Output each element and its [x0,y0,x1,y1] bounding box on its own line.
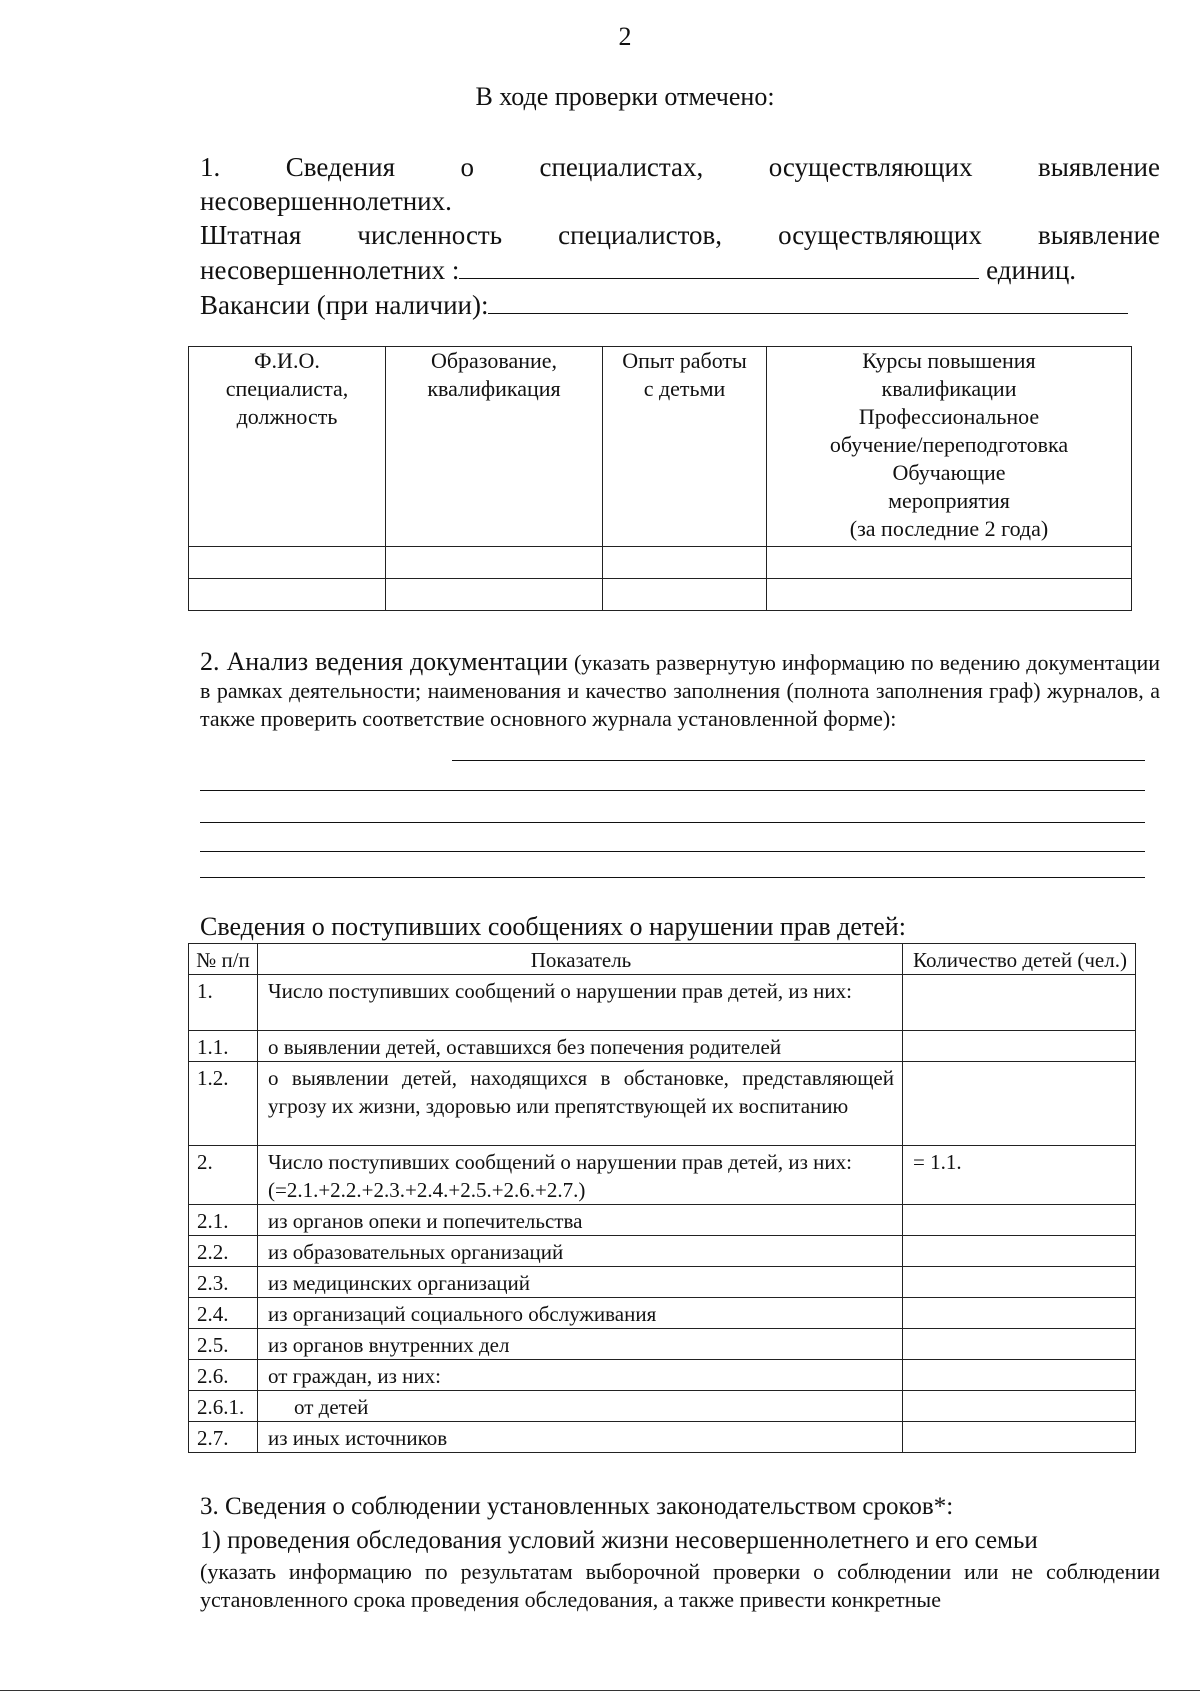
row-number: 2.6. [189,1360,258,1391]
reports-table [188,943,1136,1453]
row-count-cell[interactable] [903,1062,1136,1146]
page-number: 2 [618,22,632,51]
header-courses-line: квалификации [881,376,1017,401]
header-fio [189,347,386,547]
section-1-line-3: Штатная численность специалистов, осуществляющих выявление [200,220,1160,250]
row-indicator: из органов опеки и попечительства [258,1205,903,1236]
row-number: 1.2. [189,1062,258,1146]
table-row [189,1298,1136,1329]
row-indicator: от детей [258,1391,903,1422]
row-indicator: из медицинских организаций [258,1267,903,1298]
specialists-empty-row [189,579,1132,611]
section-2-paragraph [200,648,1160,733]
row-count-cell[interactable] [903,1031,1136,1062]
reports-table-caption: Сведения о поступивших сообщениях о нарушении прав детей: [200,912,906,941]
header-education-line: Образование, [430,348,558,373]
header-number: № п/п [189,944,258,975]
row-number: 2.4. [189,1298,258,1329]
table-cell[interactable] [767,579,1132,611]
section-1-line-5 [200,287,1160,322]
header-courses-line: обучение/переподготовка [829,432,1069,457]
vacancies-field[interactable] [488,287,1128,314]
row-indicator: Число поступивших сообщений о нарушении прав детей, из них: (=2.1.+2.2.+2.3.+2.4.+2.5.+2.6.+2.7.) [258,1146,903,1205]
row-count-cell[interactable] [903,975,1136,1031]
row-number: 2.2. [189,1236,258,1267]
row-number: 2.6.1. [189,1391,258,1422]
vacancies-label: Вакансии (при наличии): [200,290,489,320]
staff-count-field[interactable] [459,252,979,279]
row-number: 1.1. [189,1031,258,1062]
row-number: 2.7. [189,1422,258,1453]
header-count: Количество детей (чел.) [903,944,1136,975]
row-count-cell[interactable] [903,1298,1136,1329]
section-1-line-1: 1. Сведения о специалистах, осуществляющих выявление [200,152,1160,182]
section-2 [200,648,1160,733]
header-indicator: Показатель [258,944,903,975]
header-courses [767,347,1132,547]
section-1 [200,150,1160,322]
doc-analysis-line[interactable] [452,760,1145,761]
table-row [189,1236,1136,1267]
header-courses-line: мероприятия [888,488,1010,513]
header-fio-line: специалиста, [225,376,349,401]
header-experience-line: с детьми [643,376,726,401]
row-indicator: из организаций социального обслуживания [258,1298,903,1329]
row-indicator: Число поступивших сообщений о нарушении прав детей, из них: [258,975,903,1031]
reports-header-row [189,944,1136,975]
table-row [189,1205,1136,1236]
row-count-cell[interactable]: = 1.1. [903,1146,1136,1205]
table-row [189,1360,1136,1391]
page-bottom-edge [0,1690,1200,1691]
row-indicator: из иных источников [258,1422,903,1453]
table-cell[interactable] [386,579,603,611]
section-3-title: 3. Сведения о соблюдении установленных законодательством сроков*: [200,1493,954,1520]
specialists-table [188,346,1132,611]
header-courses-line: Курсы повышения [862,348,1036,373]
row-count-cell[interactable] [903,1236,1136,1267]
section-2-text: (указать развернутую информацию по ведению документации в рамках деятельности; наименования и качество заполнения (полнота заполнения граф) журналов, а также проверить соответствие основного журнала установленной форме): [200,650,1161,731]
header-fio-line: должность [236,404,338,429]
table-row [189,975,1136,1031]
row-count-cell[interactable] [903,1422,1136,1453]
row-count-cell[interactable] [903,1267,1136,1298]
table-row [189,1267,1136,1298]
header-education [386,347,603,547]
section-1-line-4 [200,252,1160,287]
table-row [189,1422,1136,1453]
row-count-cell[interactable] [903,1329,1136,1360]
row-number: 2. [189,1146,258,1205]
row-count-cell[interactable] [903,1205,1136,1236]
row-indicator: о выявлении детей, находящихся в обстановке, представляющей угрозу их жизни, здоровью или препятствующей их воспитанию [258,1062,903,1146]
units-label: единиц. [986,255,1077,285]
row-number: 2.1. [189,1205,258,1236]
header-education-line: квалификация [427,376,561,401]
row-indicator: из образовательных организаций [258,1236,903,1267]
specialists-header-row [189,347,1132,547]
doc-analysis-line[interactable] [200,822,1145,823]
row-number: 2.5. [189,1329,258,1360]
specialists-empty-row [189,547,1132,579]
page-heading: В ходе проверки отмечено: [475,82,775,111]
table-cell[interactable] [386,547,603,579]
doc-analysis-line[interactable] [200,851,1145,852]
row-indicator: от граждан, из них: [258,1360,903,1391]
table-row [189,1329,1136,1360]
row-count-cell[interactable] [903,1360,1136,1391]
table-cell[interactable] [189,579,386,611]
section-2-title: 2. Анализ ведения документации [200,647,568,676]
doc-analysis-line[interactable] [200,877,1145,878]
staff-count-label: несовершеннолетних : [200,255,460,285]
table-row [189,1031,1136,1062]
row-number: 2.3. [189,1267,258,1298]
section-3-item-1: 1) проведения обследования условий жизни несовершеннолетнего и его семьи [200,1527,1038,1554]
table-cell[interactable] [189,547,386,579]
header-courses-line: (за последние 2 года) [849,516,1049,541]
row-number: 1. [189,975,258,1031]
table-row [189,1146,1136,1205]
header-experience [603,347,767,547]
header-courses-line: Профессиональное [858,404,1040,429]
section-1-line-2: несовершеннолетних. [200,186,452,216]
row-indicator: из органов внутренних дел [258,1329,903,1360]
header-fio-line: Ф.И.О. [254,348,320,373]
row-count-cell[interactable] [903,1391,1136,1422]
header-courses-line: Обучающие [892,460,1006,485]
doc-analysis-line[interactable] [200,790,1145,791]
section-3-text: (указать информацию по результатам выборочной проверки о соблюдении или не соблюдении установленного срока проведения обследования, а также привести конкретные [200,1559,1160,1612]
table-cell[interactable] [603,547,767,579]
table-row [189,1391,1136,1422]
table-cell[interactable] [767,547,1132,579]
row-indicator: о выявлении детей, оставшихся без попечения родителей [258,1031,903,1062]
header-experience-line: Опыт работы [622,348,747,373]
section-3 [200,1490,1160,1614]
table-row [189,1062,1136,1146]
table-cell[interactable] [603,579,767,611]
